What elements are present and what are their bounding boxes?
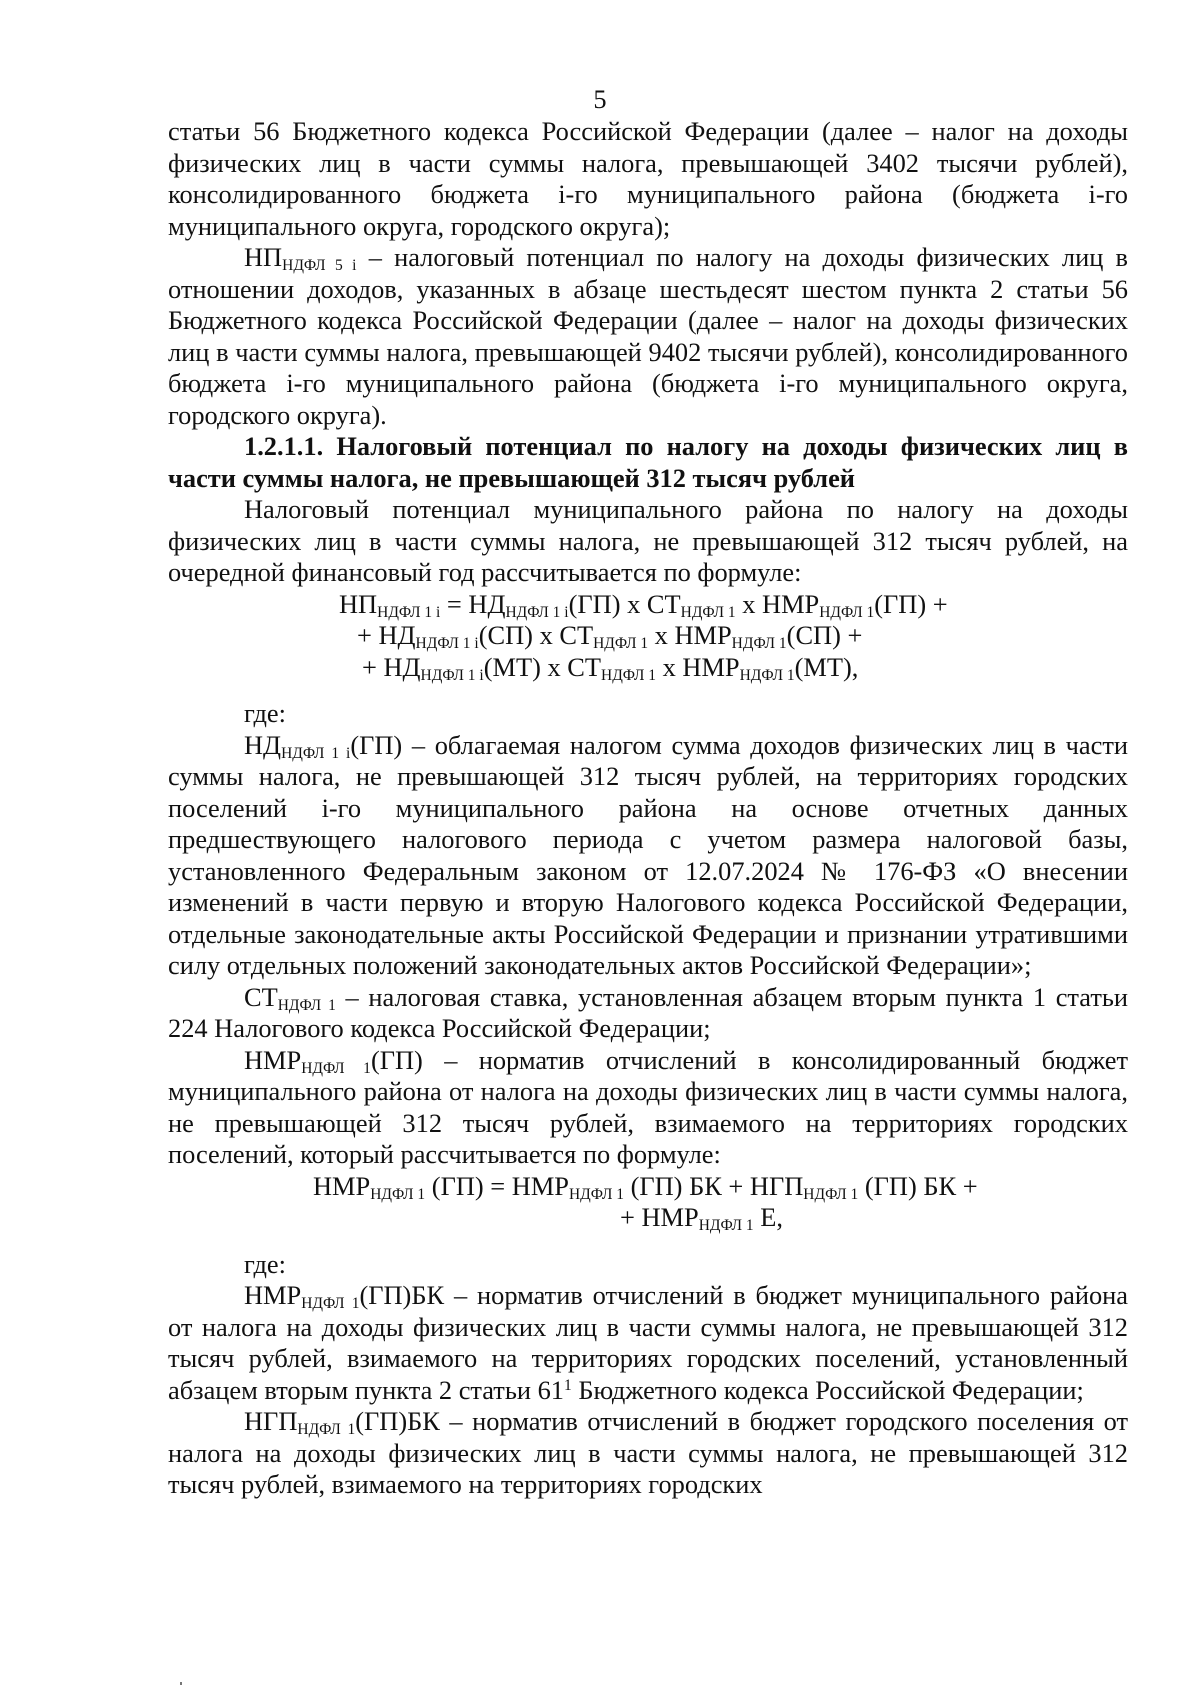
paragraph-np5-definition <box>168 242 1128 431</box>
operator: х <box>620 588 647 619</box>
where-label: где: <box>244 698 286 728</box>
formula-np-line-2 <box>168 620 1128 652</box>
operator: х <box>735 588 763 619</box>
subscript: НДФЛ 1 i <box>505 603 569 621</box>
symbol: (ГП) <box>874 588 927 619</box>
symbol: НМР <box>762 588 820 619</box>
operator: + <box>362 651 384 682</box>
symbol: (МТ) <box>794 651 852 682</box>
punctuation: , <box>851 651 859 682</box>
definition-text: – облагаемая налогом сумма доходов физических лиц в части суммы налога, не превышающей 312 тысяч рублей, на территориях городских поселений i-го муниципального района на основе отчетных данных предшествующего налогового периода с учетом размера налоговой базы, установленного Федеральным законом от 12.07.2024 № 176-ФЗ «О внесении изменений в части первую и вторую Налогового кодекса Российской Федерации, отдельные законодательные акты Российской Федерации и признании утратившими силу отдельных положений законодательных актов Российской Федерации»; <box>168 729 1129 980</box>
symbol: НГП <box>749 1170 804 1201</box>
subscript: НДФЛ 1 i <box>281 744 351 762</box>
symbol: (ГП)БК <box>359 1280 445 1310</box>
subscript: НДФЛ 1 <box>301 1295 360 1312</box>
where-label-2: где: <box>244 1248 286 1279</box>
scan-speck <box>180 1682 182 1685</box>
formula-np-line-3 <box>168 652 1128 684</box>
definition-text: Бюджетного кодекса Российской Федерации; <box>571 1374 1084 1405</box>
symbol: НМР <box>244 1044 302 1075</box>
subscript: НДФЛ 1 i <box>415 635 479 652</box>
definition-text: – норматив отчислений в консолидированный бюджет муниципального района от налога на доходы физических лиц в части суммы налога, не превышающей 312 тысяч рублей, взимаемого на территориях городских поселений, который рассчитывается по формуле: <box>168 1044 1128 1169</box>
subscript: НДФЛ 1 <box>698 1217 754 1234</box>
operator: + <box>926 588 948 619</box>
operator: х <box>540 651 568 682</box>
symbol: (СП) <box>478 620 533 650</box>
subscript: НДФЛ 5 i <box>282 257 357 274</box>
symbol: (МТ) <box>483 651 541 682</box>
symbol: БК <box>682 1170 722 1201</box>
formula-nmr-line-2 <box>168 1202 1128 1234</box>
page-number: 5 <box>593 84 607 114</box>
symbol: (ГП) <box>350 729 403 760</box>
subscript: НДФЛ 1 <box>601 666 656 684</box>
definition-nmr-gp <box>168 1045 1128 1171</box>
section-heading: 1.2.1.1. Налоговый потенциал по налогу на доходы физических лиц в части суммы налога, не превышающей 312 тысяч рублей <box>168 431 1128 493</box>
symbol: НМР <box>641 1202 699 1232</box>
operator: = <box>440 588 469 619</box>
operator: + <box>357 620 379 650</box>
symbol: (ГП) <box>858 1170 917 1201</box>
symbol: НД <box>244 729 282 760</box>
subscript: НДФЛ 1 <box>739 666 795 684</box>
formula-np-line-1 <box>168 589 1128 621</box>
definition-nd-gp <box>168 730 1128 982</box>
symbol: (ГП) <box>425 1170 484 1201</box>
subscript: НДФЛ 1 <box>593 635 649 652</box>
operator: + <box>721 1170 750 1201</box>
paragraph-continuation: статьи 56 Бюджетного кодекса Российской Федерации (далее – налог на доходы физических лиц в части суммы налога, превышающей 3402 тысячи рублей), консолидированного бюджета i-го муниципального района (бюджета i-го муниципального округа, городского округа); <box>168 116 1128 241</box>
symbol: НД <box>378 620 416 650</box>
operator: = <box>483 1170 512 1201</box>
symbol: (ГП) <box>623 1170 683 1201</box>
subscript: НДФЛ 1 i <box>377 603 441 621</box>
subscript: НДФЛ 1 <box>277 996 336 1014</box>
subscript: НДФЛ 1 <box>370 1185 426 1203</box>
operator: х <box>656 651 683 682</box>
symbol: Е <box>753 1202 777 1232</box>
symbol: БК <box>916 1170 957 1201</box>
symbol: НД <box>383 651 421 682</box>
symbol: СТ <box>567 651 602 682</box>
symbol: НД <box>468 588 506 619</box>
definition-text: – налоговая ставка, установленная абзацем вторым пункта 1 статьи 224 Налогового кодекса Российской Федерации; <box>168 981 1129 1043</box>
symbol: СТ <box>559 620 594 650</box>
subscript: НДФЛ 1 <box>297 1421 356 1438</box>
symbol: (ГП) <box>370 1044 423 1075</box>
symbol: НМР <box>682 651 740 682</box>
definition-text: – норматив отчислений в бюджет муниципального района от налога на доходы физических лиц в части суммы налога, не превышающей 312 тысяч рублей, взимаемого на территориях городских поселений, установленный абзацем вторым пункта 2 статьи 61 <box>168 1280 1129 1405</box>
symbol: СТ <box>244 981 278 1012</box>
operator: + <box>840 620 863 650</box>
symbol: НМР <box>313 1170 371 1201</box>
document-body <box>168 116 1128 1501</box>
definition-ngp-gp-bk <box>168 1406 1128 1501</box>
symbol: (ГП) <box>568 588 621 619</box>
subscript: НДФЛ 1 i <box>420 666 484 684</box>
definition-text: – норматив отчислений в бюджет городского поселения от налога на доходы физических лиц в части суммы налога, не превышающей 312 тысяч рублей, взимаемого на территориях городских <box>168 1406 1128 1499</box>
operator: + <box>620 1202 642 1232</box>
definition-st <box>168 982 1128 1045</box>
definition-nmr-gp-bk <box>168 1280 1128 1406</box>
subscript: НДФЛ 1 <box>803 1185 859 1203</box>
subscript: НДФЛ 1 <box>568 1185 624 1203</box>
symbol: НГП <box>244 1406 298 1436</box>
subscript: НДФЛ 1 <box>680 603 736 621</box>
symbol: НП <box>339 588 378 619</box>
subscript: НДФЛ 1 <box>819 603 875 621</box>
symbol: НМР <box>674 620 732 650</box>
paragraph-intro: Налоговый потенциал муниципального района по налогу на доходы физических лиц в части суммы налога, не превышающей 312 тысяч рублей, на очередной финансовый год рассчитывается по формуле: <box>168 494 1128 587</box>
operator: х <box>648 620 675 650</box>
operator: + <box>956 1170 978 1201</box>
symbol: НМР <box>511 1170 569 1201</box>
punctuation: , <box>776 1202 783 1232</box>
formula-nmr-line-1 <box>168 1171 1128 1203</box>
superscript: 1 <box>563 1376 572 1394</box>
definition-text: – налоговый потенциал по налогу на доходы физических лиц в отношении доходов, указанных в абзаце шестьдесят шестом пункта 2 статьи 56 Бюджетного кодекса Российской Федерации (далее – налог на доходы физических лиц в части суммы налога, превышающей 9402 тысячи рублей), консолидированного бюджета i-го муниципального района (бюджета i-го муниципального округа, городского округа). <box>168 242 1128 430</box>
operator: х <box>532 620 560 650</box>
symbol: (СП) <box>786 620 841 650</box>
symbol: СТ <box>646 588 681 619</box>
symbol: (ГП)БК <box>355 1406 440 1436</box>
subscript: НДФЛ 1 <box>301 1059 371 1077</box>
subscript: НДФЛ 1 <box>731 635 787 652</box>
symbol: НМР <box>244 1280 302 1310</box>
symbol: НП <box>244 242 283 272</box>
